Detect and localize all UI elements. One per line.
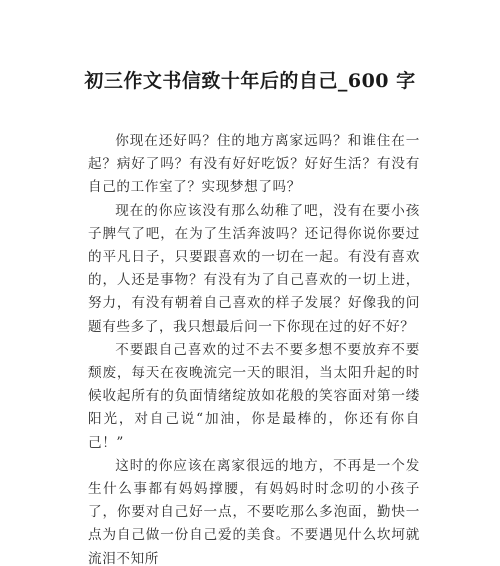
paragraph-3: 不要跟自己喜欢的过不去不要多想不要放弃不要颓废，每天在夜晚流完一天的眼泪，当太阳升起的时候收起所有的负面情绪绽放如花般的笑容面对第一缕阳光，对自己说“加油，你是最棒的，你还有你自己！” [88,341,420,451]
paragraph-2: 现在的你应该没有那么幼稚了吧，没有在要小孩子脾气了吧，在为了生活奔波吗？还记得你说你要过的平凡日子，只要跟喜欢的一切在一起。有没有喜欢的，人还是事物？有没有为了自己喜欢的一切上进，努力，有没有朝着自己喜欢的样子发展？好像我的问题有些多了，我只想最后问一下你现在过的好不好？ [88,202,420,335]
paragraph-1: 你现在还好吗？住的地方离家远吗？和谁住在一起？病好了吗？有没有好好吃饭？好好生活？有没有自己的工作室了？实现梦想了吗？ [88,133,420,196]
document-title: 初三作文书信致十年后的自己_600 字 [84,70,416,92]
paragraph-4: 这时的你应该在离家很远的地方，不再是一个发生什么事都有妈妈撑腰，有妈妈时时念叨的小孩子了，你要对自己好一点，不要吃那么多泡面，勤快一点为自己做一份自己爱的美食。不要遇见什么坎坷就流泪不知所 [88,457,420,566]
document-body [88,130,420,566]
